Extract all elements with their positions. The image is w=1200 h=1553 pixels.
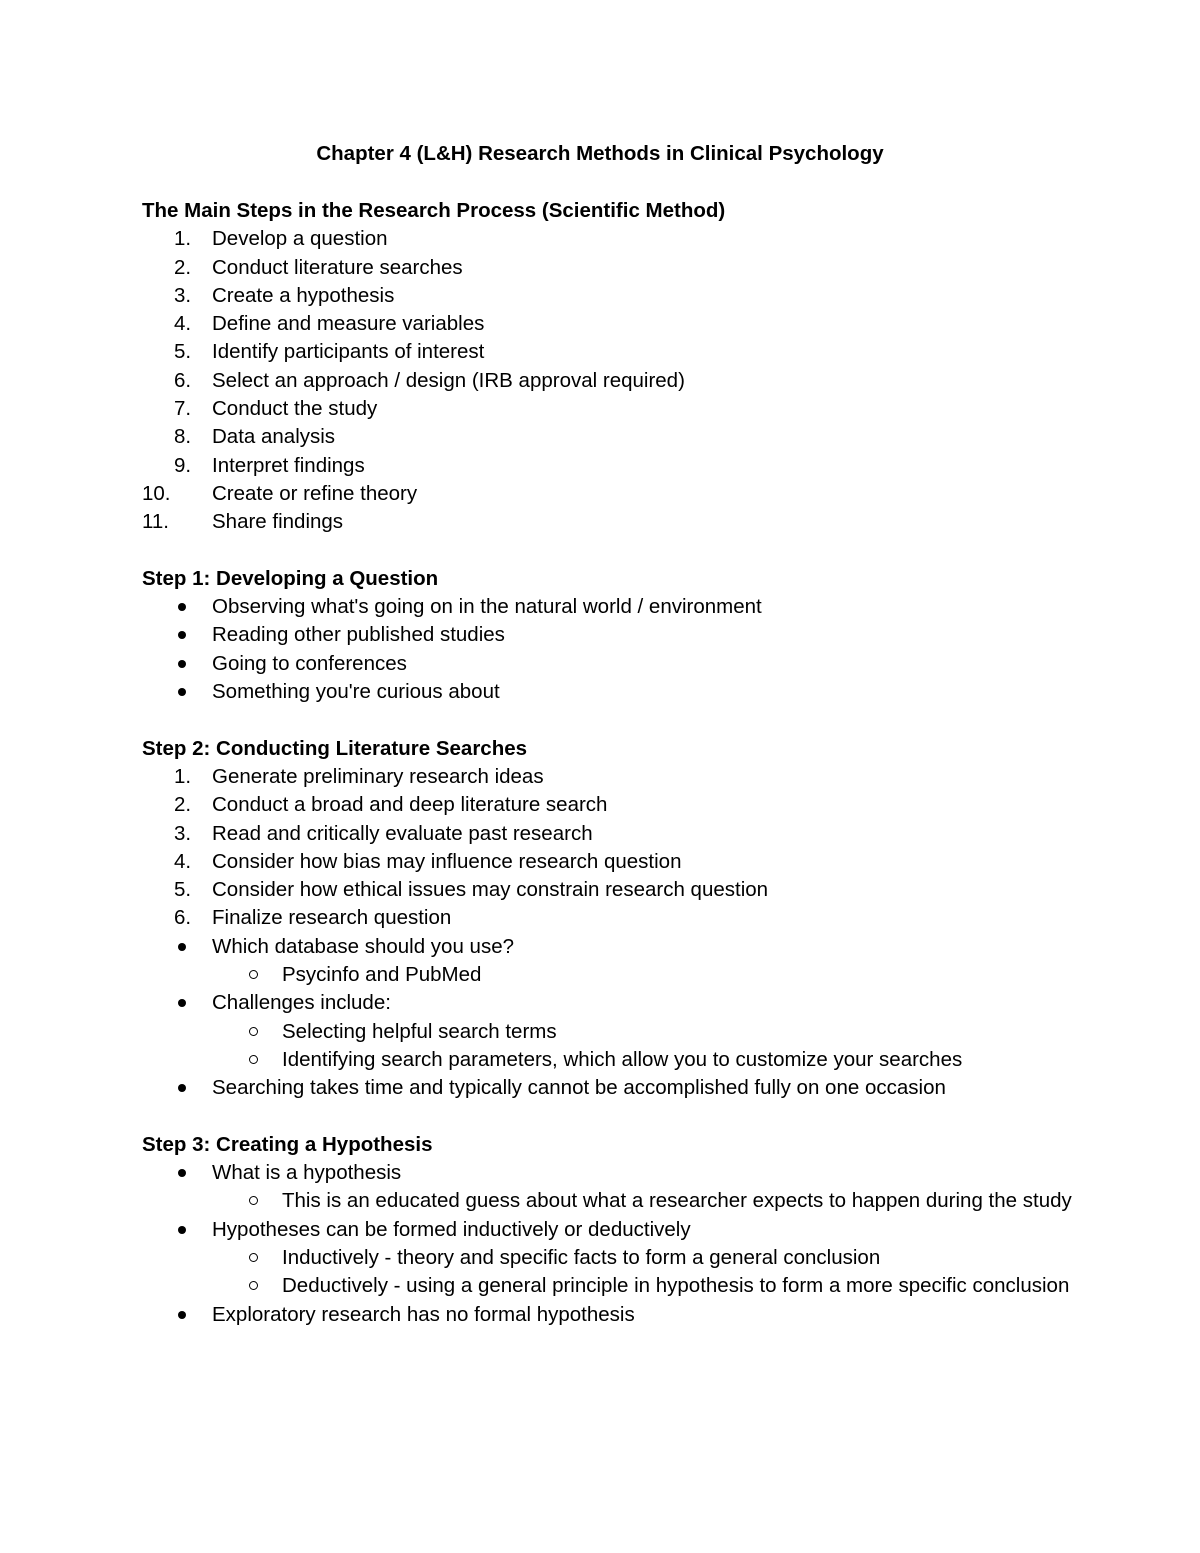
- bullet-icon: [178, 631, 186, 639]
- bullet-icon: [178, 1084, 186, 1092]
- list-item: Exploratory research has no formal hypothesis: [142, 1301, 1102, 1329]
- list-item: 3. Read and critically evaluate past research: [174, 821, 593, 845]
- list-item: 2. Conduct literature searches: [174, 255, 463, 279]
- list-item: 4. Consider how bias may influence research question: [174, 849, 682, 873]
- list-item: Searching takes time and typically cannot be accomplished fully on one occasion: [142, 1074, 1102, 1102]
- list-item: What is a hypothesis: [142, 1159, 1102, 1187]
- sub-list-item: Selecting helpful search terms: [142, 1018, 1102, 1046]
- hollow-bullet-icon: [249, 1253, 258, 1262]
- sub-list-item: Inductively - theory and specific facts to form a general conclusion: [142, 1244, 1102, 1272]
- list-item: Observing what's going on in the natural world / environment: [142, 593, 1102, 621]
- bullet-icon: [178, 603, 186, 611]
- sub-list: [142, 961, 1102, 989]
- step3-heading: Step 3: Creating a Hypothesis: [142, 1132, 433, 1156]
- document-title: Chapter 4 (L&H) Research Methods in Clinical Psychology: [316, 142, 884, 165]
- sub-list: [142, 1187, 1102, 1215]
- list-item: Something you're curious about: [142, 678, 1102, 706]
- step3-bullet-list: [142, 1159, 1102, 1329]
- sub-list-item: This is an educated guess about what a researcher expects to happen during the study: [142, 1187, 1102, 1215]
- list-item: 7. Conduct the study: [174, 397, 378, 421]
- list-item: Going to conferences: [142, 650, 1102, 678]
- list-item: 1. Develop a question: [174, 227, 388, 251]
- bullet-icon: [178, 943, 186, 951]
- list-item: Which database should you use?: [142, 933, 1102, 961]
- list-item: 3. Create a hypothesis: [174, 283, 395, 307]
- main-steps-list: [142, 225, 1102, 536]
- list-item: 2. Conduct a broad and deep literature search: [174, 793, 608, 817]
- sub-list-item: Psycinfo and PubMed: [142, 961, 1102, 989]
- list-item: 4. Define and measure variables: [174, 312, 485, 336]
- step1-heading: Step 1: Developing a Question: [142, 566, 439, 590]
- list-item: Challenges include:: [142, 989, 1102, 1017]
- list-item: 1. Generate preliminary research ideas: [174, 764, 544, 788]
- bullet-icon: [178, 660, 186, 668]
- list-item: 10. Create or refine theory: [142, 481, 418, 505]
- hollow-bullet-icon: [249, 1196, 258, 1205]
- list-item: 11. Share findings: [142, 510, 344, 534]
- list-item: 5. Consider how ethical issues may constrain research question: [174, 878, 769, 902]
- list-item: 8. Data analysis: [174, 425, 336, 449]
- list-item: Reading other published studies: [142, 621, 1102, 649]
- document-body: [142, 197, 1102, 1329]
- bullet-icon: [178, 999, 186, 1007]
- step1-list: [142, 593, 1102, 706]
- list-item: 5. Identify participants of interest: [174, 340, 485, 364]
- hollow-bullet-icon: [249, 970, 258, 979]
- bullet-icon: [178, 1226, 186, 1234]
- hollow-bullet-icon: [249, 1281, 258, 1290]
- bullet-icon: [178, 1311, 186, 1319]
- main-steps-heading: The Main Steps in the Research Process (Scientific Method): [142, 199, 726, 222]
- bullet-icon: [178, 1169, 186, 1177]
- step2-heading: Step 2: Conducting Literature Searches: [142, 736, 528, 760]
- sub-list-item: Identifying search parameters, which allow you to customize your searches: [142, 1046, 1102, 1074]
- step2-bullet-list: [142, 933, 1102, 1103]
- list-item: Hypotheses can be formed inductively or deductively: [142, 1216, 1102, 1244]
- sub-list: [142, 1244, 1102, 1301]
- hollow-bullet-icon: [249, 1027, 258, 1036]
- list-item: 6. Select an approach / design (IRB approval required): [174, 368, 685, 392]
- step2-numbered-list: [142, 763, 1102, 933]
- sub-list: [142, 1018, 1102, 1075]
- list-item: 6. Finalize research question: [174, 906, 452, 930]
- list-item: 9. Interpret findings: [174, 453, 365, 477]
- sub-list-item: Deductively - using a general principle in hypothesis to form a more specific conclusion: [142, 1272, 1102, 1300]
- bullet-icon: [178, 688, 186, 696]
- hollow-bullet-icon: [249, 1055, 258, 1064]
